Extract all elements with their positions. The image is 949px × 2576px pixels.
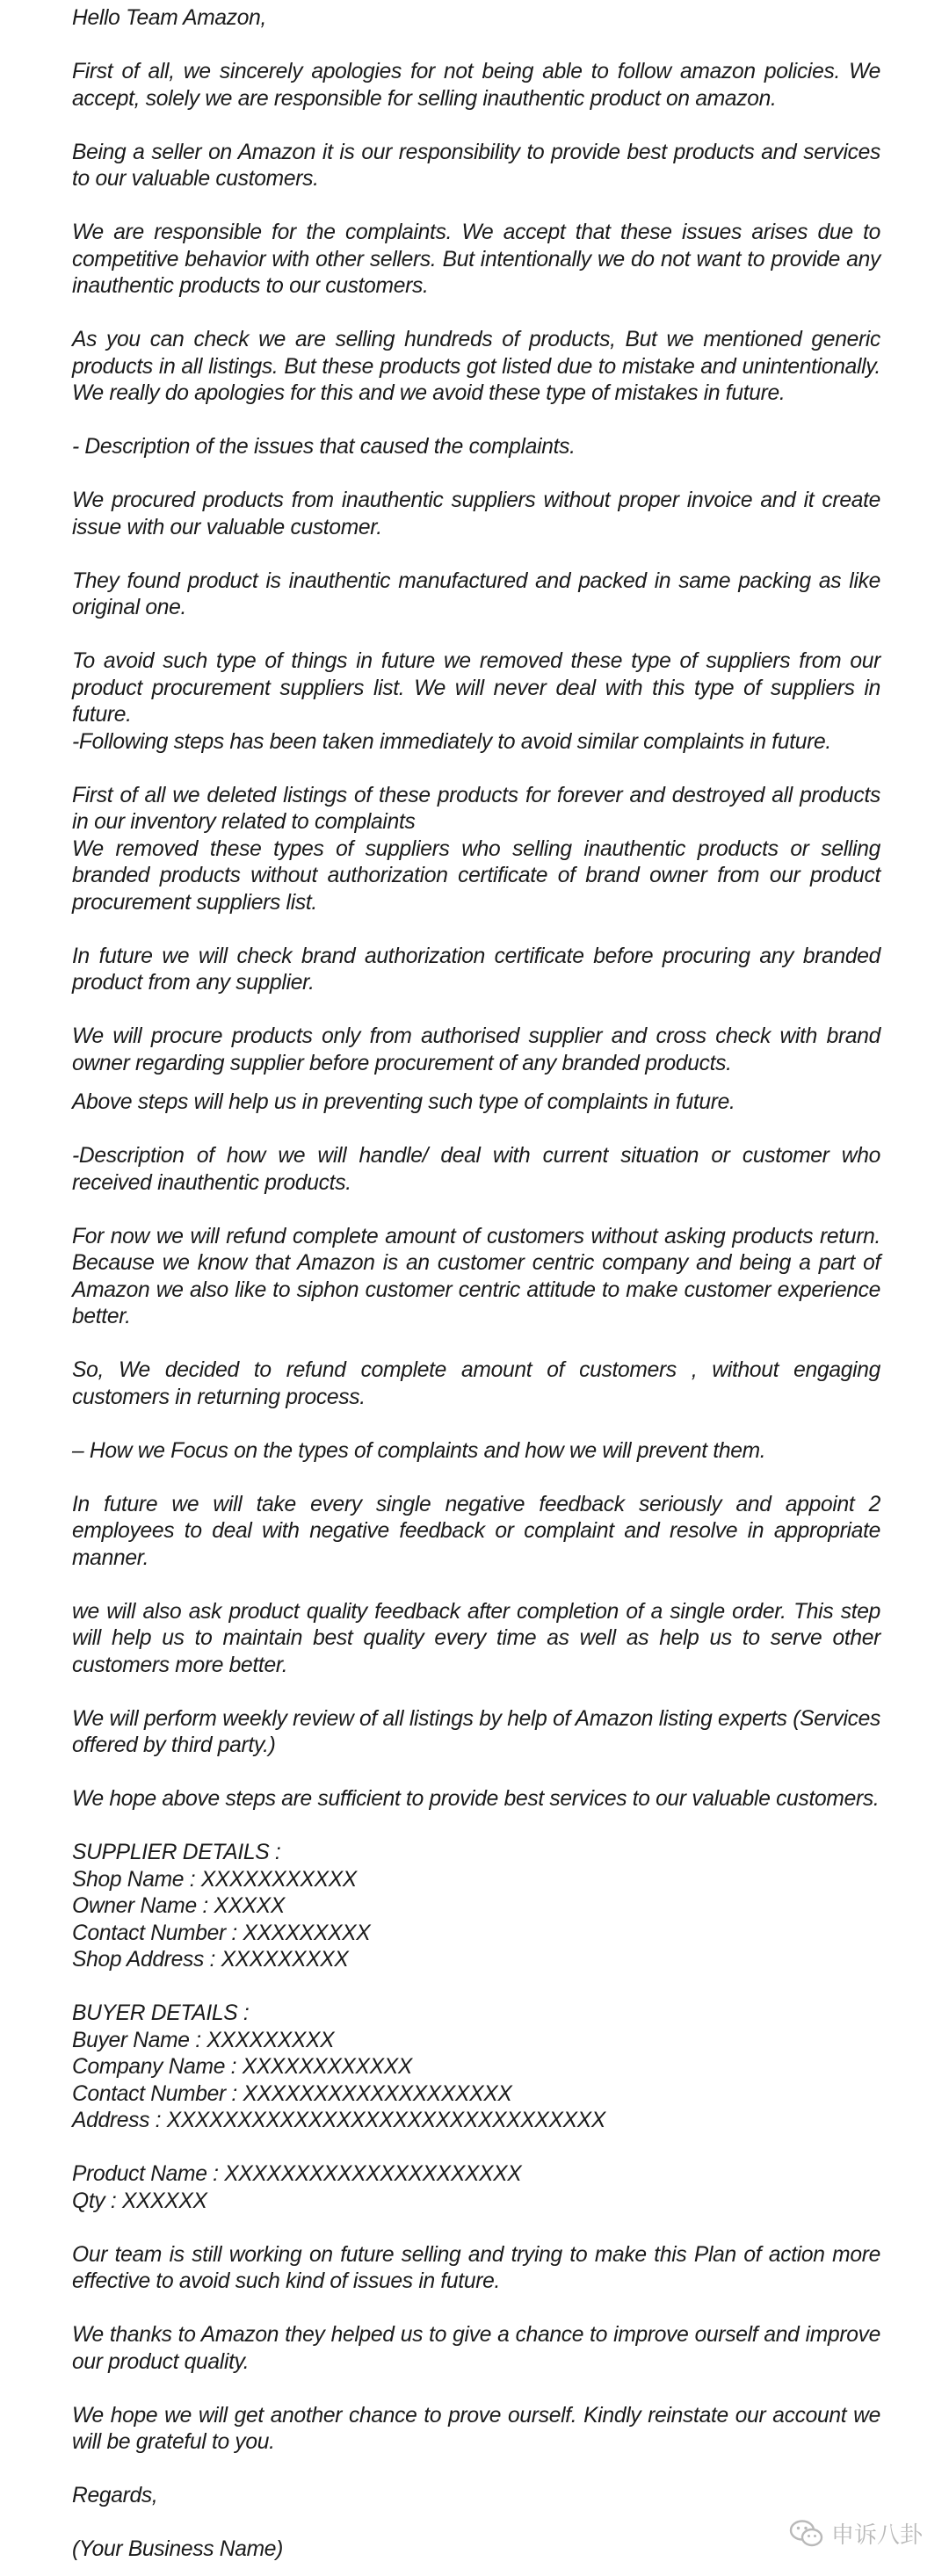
paragraph-thanks: We thanks to Amazon they helped us to give a chance to improve ourself and improve our product quality. [72,2323,880,2374]
paragraph-negative-feedback: In future we will take every single negative feedback seriously and appoint 2 employees to deal with negative feedback or complaint and resolve in appropriate manner. [72,1492,880,1570]
paragraph-refund: For now we will refund complete amount of customers without asking products return. Because we know that Amazon is an customer centric company and being a part of Amazon we also like to siphon customer centric attitude to make customer experience better. [72,1224,880,1328]
supplier-contact: Contact Number : XXXXXXXXX [72,1921,371,1945]
heading-focus-complaints: – How we Focus on the types of complaints and how we will prevent them. [72,1438,766,1463]
buyer-details [72,2001,880,2135]
product-name: Product Name : XXXXXXXXXXXXXXXXXXXXX [72,2162,522,2186]
paragraph-responsibility: Being a seller on Amazon it is our responsibility to provide best products and services to our valuable customers. [72,140,880,191]
buyer-name: Buyer Name : XXXXXXXXX [72,2028,335,2052]
paragraph-complaints: We are responsible for the complaints. We accept that these issues arises due to competitive behavior with other sellers. But intentionally we do not want to provide any inauthentic products to our customers. [72,221,880,298]
letter-body [72,5,880,2564]
paragraph-inauthentic: They found product is inauthentic manufactured and packed in same packing as like original one. [72,568,880,619]
paragraph-decided-refund: So, We decided to refund complete amount of customers , without engaging customers in returning process. [72,1358,880,1409]
product-details [72,2161,880,2215]
paragraph-team-working: Our team is still working on future selling and trying to make this Plan of action more effective to avoid such kind of issues in future. [72,2242,880,2293]
paragraph-removed-suppliers: We removed these types of suppliers who selling inauthentic products or selling branded products without authorization certificate of brand owner from our product procurement suppliers list. [72,836,880,915]
paragraph-quality-feedback: we will also ask product quality feedback after completion of a single order. This step will help us to maintain best quality every time as well as help us to serve other customers more better. [72,1599,880,1677]
paragraph-avoid: To avoid such type of things in future we removed these type of suppliers from our product procurement suppliers list. We will never deal with this type of suppliers in future. [72,649,880,727]
paragraph-apology: First of all, we sincerely apologies for not being able to follow amazon policies. We accept, solely we are responsible for selling inauthentic product on amazon. [72,60,880,111]
paragraph-weekly-review: We will perform weekly review of all listings by help of Amazon listing experts (Services offered by third party.) [72,1706,880,1757]
supplier-shop-name: Shop Name : XXXXXXXXXXX [72,1867,357,1892]
buyer-heading: BUYER DETAILS : [72,2001,250,2025]
paragraph-deleted-listings: First of all we deleted listings of these products for forever and destroyed all products in our inventory related to complaints [72,783,880,834]
paragraph-products: As you can check we are selling hundreds of products, But we mentioned generic products in all listings. But these products got listed due to mistake and unintentionally. We really do apologies for this and we avoid these type of mistakes in future. [72,328,880,405]
product-qty: Qty : XXXXXX [72,2189,207,2213]
closing: Regards, [72,2484,158,2507]
signature: (Your Business Name) [72,2537,284,2561]
supplier-owner-name: Owner Name : XXXXX [72,1894,285,1918]
buyer-address: Address : XXXXXXXXXXXXXXXXXXXXXXXXXXXXXXX [72,2109,605,2132]
heading-issue-description: - Description of the issues that caused the complaints. [72,435,576,459]
paragraph-authorised-supplier: We will procure products only from authorised supplier and cross check with brand owner regarding supplier before procurement of any branded products. [72,1024,880,1075]
heading-steps-taken: -Following steps has been taken immediately to avoid similar complaints in future. [72,729,831,754]
watermark [789,2517,923,2550]
supplier-heading: SUPPLIER DETAILS : [72,1841,281,1864]
paragraph-hope: We hope above steps are sufficient to provide best services to our valuable customers. [72,1787,880,1811]
paragraph-above-steps: Above steps will help us in preventing such type of complaints in future. [72,1090,735,1114]
paragraph-procurement: We procured products from inauthentic suppliers without proper invoice and it create issue with our valuable customer. [72,488,880,539]
wechat-icon [789,2519,824,2549]
supplier-address: Shop Address : XXXXXXXXX [72,1948,349,1972]
heading-current-situation: -Description of how we will handle/ deal with current situation or customer who received inauthentic products. [72,1144,880,1195]
paragraph-reinstate: We hope we will get another chance to prove ourself. Kindly reinstate our account we will be grateful to you. [72,2403,880,2454]
buyer-company: Company Name : XXXXXXXXXXXX [72,2055,412,2079]
greeting: Hello Team Amazon, [72,6,267,30]
buyer-contact: Contact Number : XXXXXXXXXXXXXXXXXXX [72,2081,512,2106]
supplier-details [72,1840,880,1974]
paragraph-brand-authorization: In future we will check brand authorization certificate before procuring any branded product from any supplier. [72,944,880,995]
watermark-text: 申诉八卦 [830,2522,923,2549]
